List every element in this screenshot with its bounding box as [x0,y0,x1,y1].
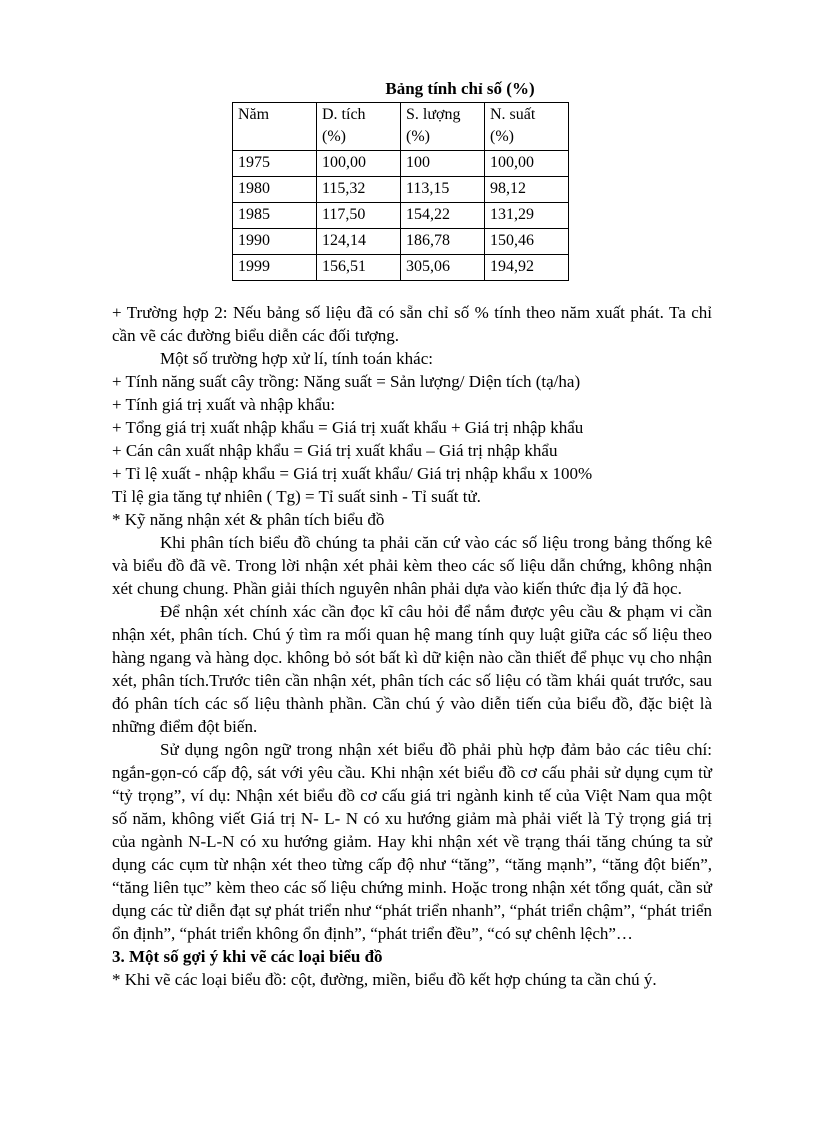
table-cell: 156,51 [317,255,401,281]
other-cases-line: Một số trường hợp xử lí, tính toán khác: [160,349,433,368]
table-cell: 186,78 [401,229,485,255]
index-table [232,102,569,281]
table-cell: 113,15 [401,177,485,203]
ratio-line: + Tỉ lệ xuất - nhập khẩu = Giá trị xuất khẩu/ Giá trị nhập khẩu x 100% [112,464,593,483]
header-cell: D. tích (%) [317,103,401,151]
table-row [233,229,569,255]
table-cell: 1999 [233,255,317,281]
table-cell: 150,46 [485,229,569,255]
productivity-line: + Tính năng suất cây trồng: Năng suất = Sản lượng/ Diện tích (tạ/ha) [112,372,581,391]
table-row [233,177,569,203]
document-page [112,78,712,991]
table-cell: 131,29 [485,203,569,229]
table-row [233,151,569,177]
table-cell: 100,00 [317,151,401,177]
total-trade-line: + Tổng giá trị xuất nhập khẩu = Giá trị xuất khẩu + Giá trị nhập khẩu [112,418,584,437]
table-cell: 117,50 [317,203,401,229]
table-row [233,203,569,229]
table-cell: 194,92 [485,255,569,281]
table-cell: 115,32 [317,177,401,203]
growth-line: Tỉ lệ gia tăng tự nhiên ( Tg) = Tỉ suất sinh - Tỉ suất tử. [112,487,481,506]
table-cell: 154,22 [401,203,485,229]
section-3-note: * Khi vẽ các loại biểu đồ: cột, đường, miền, biểu đồ kết hợp chúng ta cần chú ý. [112,970,657,989]
skill-heading: * Kỹ năng nhận xét & phân tích biểu đồ [112,510,385,529]
table-cell: 1985 [233,203,317,229]
case2-paragraph: + Trường hợp 2: Nếu bảng số liệu đã có sẵn chỉ số % tính theo năm xuất phát. Ta chỉ cần vẽ các đường biểu diễn các đối tượng. [112,303,712,345]
header-cell: N. suất (%) [485,103,569,151]
table-cell: 1980 [233,177,317,203]
table-cell: 1975 [233,151,317,177]
table-cell: 100,00 [485,151,569,177]
section-3-heading: 3. Một số gợi ý khi vẽ các loại biểu đồ [112,947,383,966]
table-cell: 98,12 [485,177,569,203]
trade-value-line: + Tính giá trị xuất và nhập khẩu: [112,395,336,414]
header-cell: S. lượng (%) [401,103,485,151]
analysis-paragraph-2: Để nhận xét chính xác cần đọc kĩ câu hỏi để nắm được yêu cầu & phạm vi cần nhận xét, phân tích. Chú ý tìm ra mối quan hệ mang tính quy luật giữa các số liệu theo hàng ngang và hàng dọc. không bỏ sót bất kì dữ kiện nào cần thiết để phục vụ cho nhận xét, phân tích.Trước tiên cần nhận xét, phân tích các số liệu có tầm khái quát trước, sau đó phân tích các số liệu thành phần. Cần chú ý vào diễn tiến của biểu đồ, đặc biệt là những điểm đột biến. [112,602,712,736]
body-text [112,301,712,991]
table-row [233,255,569,281]
table-title: Bảng tính chỉ số (%) [385,79,535,98]
analysis-paragraph-3: Sử dụng ngôn ngữ trong nhận xét biểu đồ phải phù hợp đảm bảo các tiêu chí: ngắn-gọn-có cấp độ, sát với yêu cầu. Khi nhận xét biểu đồ cơ cấu phải sử dụng cụm từ “tỷ trọng”, ví dụ: Nhận xét biểu đồ cơ cấu giá tri ngành kinh tế của Việt Nam qua một số năm, không viết Giá trị N- L- N có xu hướng giảm mà phải viết là Tỷ trọng giá trị của ngành N-L-N có xu hướng giảm. Hay khi nhận xét về trạng thái tăng chúng ta sử dụng các cụm từ nhận xét theo từng cấp độ như “tăng”, “tăng mạnh”, “tăng đột biến”, “tăng liên tục” kèm theo các số liệu chứng minh. Hoặc trong nhận xét tổng quát, cần sử dụng các từ diễn đạt sự phát triển như “phát triển nhanh”, “phát triển chậm”, “phát triển ổn định”, “phát triển không ổn định”, “phát triển đều”, “có sự chênh lệch”… [112,740,712,943]
analysis-paragraph-1: Khi phân tích biểu đồ chúng ta phải căn cứ vào các số liệu trong bảng thống kê và biểu đồ đã vẽ. Trong lời nhận xét phải kèm theo các số liệu dẫn chứng, không nhận xét chung chung. Phần giải thích nguyên nhân phải dựa vào kiến thức địa lý đã học. [112,533,712,598]
table-cell: 305,06 [401,255,485,281]
table-header-row [233,103,569,151]
header-cell: Năm [233,103,317,151]
table-cell: 124,14 [317,229,401,255]
table-cell: 100 [401,151,485,177]
balance-line: + Cán cân xuất nhập khẩu = Giá trị xuất khẩu – Giá trị nhập khẩu [112,441,558,460]
table-cell: 1990 [233,229,317,255]
